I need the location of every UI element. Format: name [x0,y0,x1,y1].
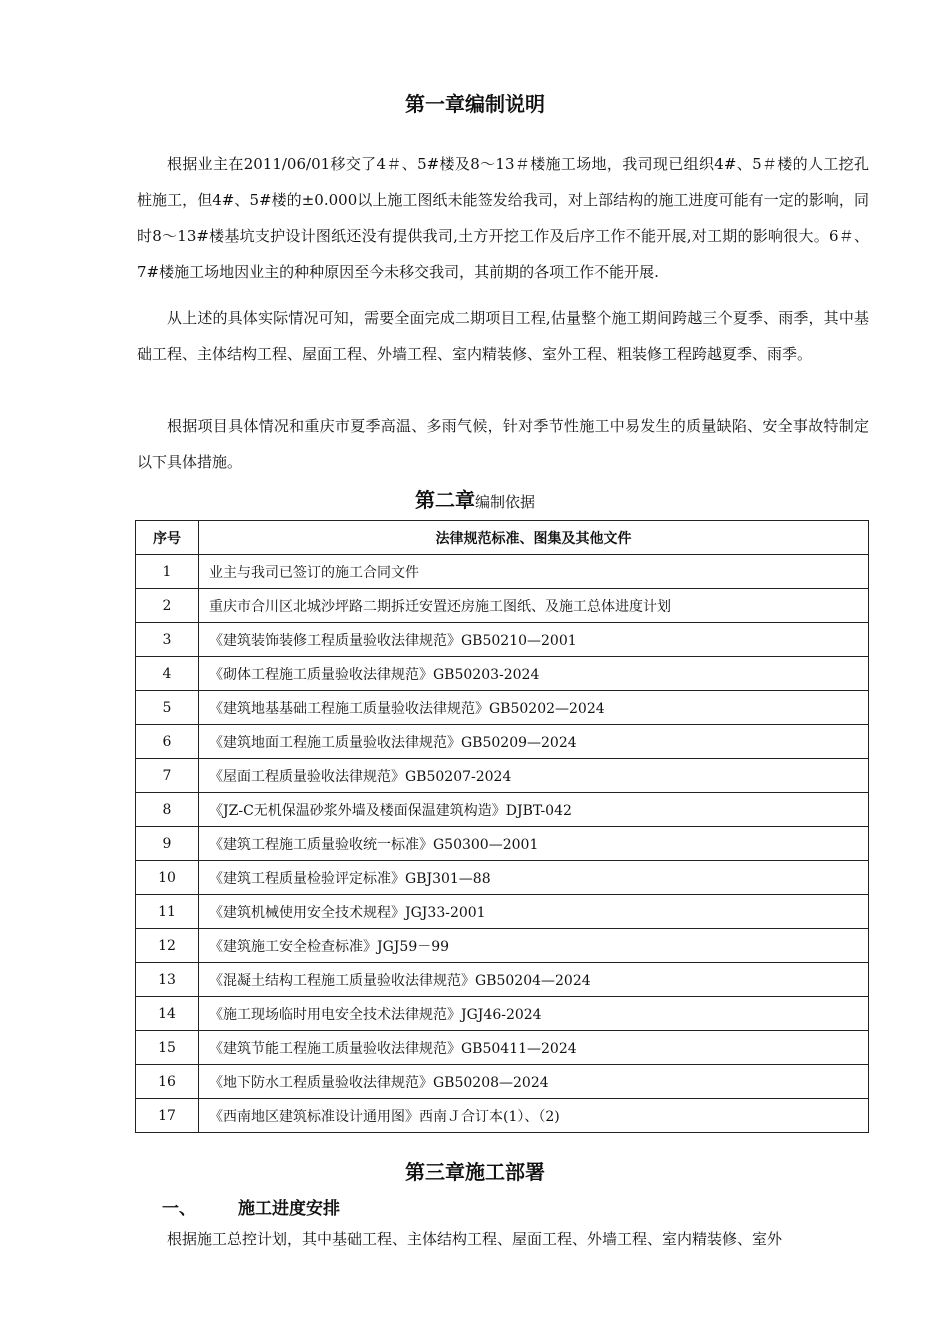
table-row [136,1099,869,1133]
document-cell: 重庆市合川区北城沙坪路二期拆迁安置还房施工图纸、及施工总体进度计划 [199,589,869,623]
row-number-cell: 5 [136,691,199,725]
document-cell: 《建筑工程施工质量验收统一标准》G50300—2001 [199,827,869,861]
chapter3-paragraph: 根据施工总控计划，其中基础工程、主体结构工程、屋面工程、外墙工程、室内精装修、室外 [167,1230,783,1248]
row-number-cell: 8 [136,793,199,827]
table-row [136,691,869,725]
document-cell: 《砌体工程施工质量验收法律规范》GB50203-2024 [199,657,869,691]
row-number-cell: 17 [136,1099,199,1133]
row-number-cell: 1 [136,555,199,589]
table-row [136,657,869,691]
section-number: 一、 [162,1199,196,1219]
row-number-cell: 2 [136,589,199,623]
table-row [136,759,869,793]
section-title: 施工进度安排 [238,1199,340,1219]
table-row [136,963,869,997]
document-cell: 《JZ-C无机保温砂浆外墙及楼面保温建筑构造》DJBT-042 [199,793,869,827]
chapter3-title: 第三章施工部署 [405,1160,545,1184]
table-row [136,1031,869,1065]
row-number-cell: 3 [136,623,199,657]
table-header-row [136,521,869,555]
document-cell: 《建筑装饰装修工程质量验收法律规范》GB50210—2001 [199,623,869,657]
table-row [136,555,869,589]
table-row [136,895,869,929]
document-cell: 《建筑工程质量检验评定标准》GBJ301—88 [199,861,869,895]
table-row [136,827,869,861]
row-number-cell: 6 [136,725,199,759]
row-number-cell: 4 [136,657,199,691]
chapter1-title: 第一章编制说明 [405,92,545,116]
chapter1-paragraph-1: 根据业主在2011/06/01移交了4＃、5#楼及8～13＃楼施工场地，我司现已组织4#、5＃楼的人工挖孔桩施工，但4#、5#楼的±0.000以上施工图纸未能签发给我司，对上部结构的施工进度可能有一定的影响，同时8～13#楼基坑支护设计图纸还没有提供我司,土方开挖工作及后序工作不能开展,对工期的影响很大。6＃、7#楼施工场地因业主的种种原因至今未移交我司，其前期的各项工作不能开展. [137,155,869,281]
standards-table [135,520,869,1133]
document-cell: 《西南地区建筑标准设计通用图》西南Ｊ合订本(1）、（2) [199,1099,869,1133]
chapter1-paragraph-2: 从上述的具体实际情况可知，需要全面完成二期项目工程,估量整个施工期间跨越三个夏季、雨季，其中基础工程、主体结构工程、屋面工程、外墙工程、室内精装修、室外工程、粗装修工程跨越夏季、雨季。 [137,309,869,363]
table-row [136,589,869,623]
row-number-cell: 7 [136,759,199,793]
row-number-cell: 15 [136,1031,199,1065]
table-row [136,793,869,827]
row-number-cell: 13 [136,963,199,997]
document-cell: 《地下防水工程质量验收法律规范》GB50208—2024 [199,1065,869,1099]
row-number-cell: 14 [136,997,199,1031]
table-row [136,861,869,895]
chapter2-title [0,484,950,513]
document-cell: 《施工现场临时用电安全技术法律规范》JGJ46-2024 [199,997,869,1031]
row-number-cell: 11 [136,895,199,929]
table-row [136,1065,869,1099]
document-cell: 《建筑节能工程施工质量验收法律规范》GB50411—2024 [199,1031,869,1065]
document-cell: 《建筑地基基础工程施工质量验收法律规范》GB50202—2024 [199,691,869,725]
chapter1-paragraph-3: 根据项目具体情况和重庆市夏季高温、多雨气候，针对季节性施工中易发生的质量缺陷、安全事故特制定以下具体措施。 [137,417,869,471]
table-row [136,997,869,1031]
row-number-cell: 12 [136,929,199,963]
row-number-cell: 9 [136,827,199,861]
column-header-number: 序号 [136,521,199,555]
chapter2-title-main: 第二章 [414,488,475,512]
document-cell: 《建筑地面工程施工质量验收法律规范》GB50209—2024 [199,725,869,759]
document-cell: 《混凝土结构工程施工质量验收法律规范》GB50204—2024 [199,963,869,997]
document-cell: 业主与我司已签订的施工合同文件 [199,555,869,589]
row-number-cell: 10 [136,861,199,895]
column-header-document: 法律规范标准、图集及其他文件 [199,521,869,555]
standards-table-body [136,555,869,1133]
table-row [136,623,869,657]
row-number-cell: 16 [136,1065,199,1099]
document-cell: 《屋面工程质量验收法律规范》GB50207-2024 [199,759,869,793]
table-row [136,725,869,759]
chapter2-title-sub: 编制依据 [474,493,535,511]
table-row [136,929,869,963]
document-cell: 《建筑机械使用安全技术规程》JGJ33-2001 [199,895,869,929]
document-cell: 《建筑施工安全检查标准》JGJ59－99 [199,929,869,963]
section-heading [162,1194,340,1219]
